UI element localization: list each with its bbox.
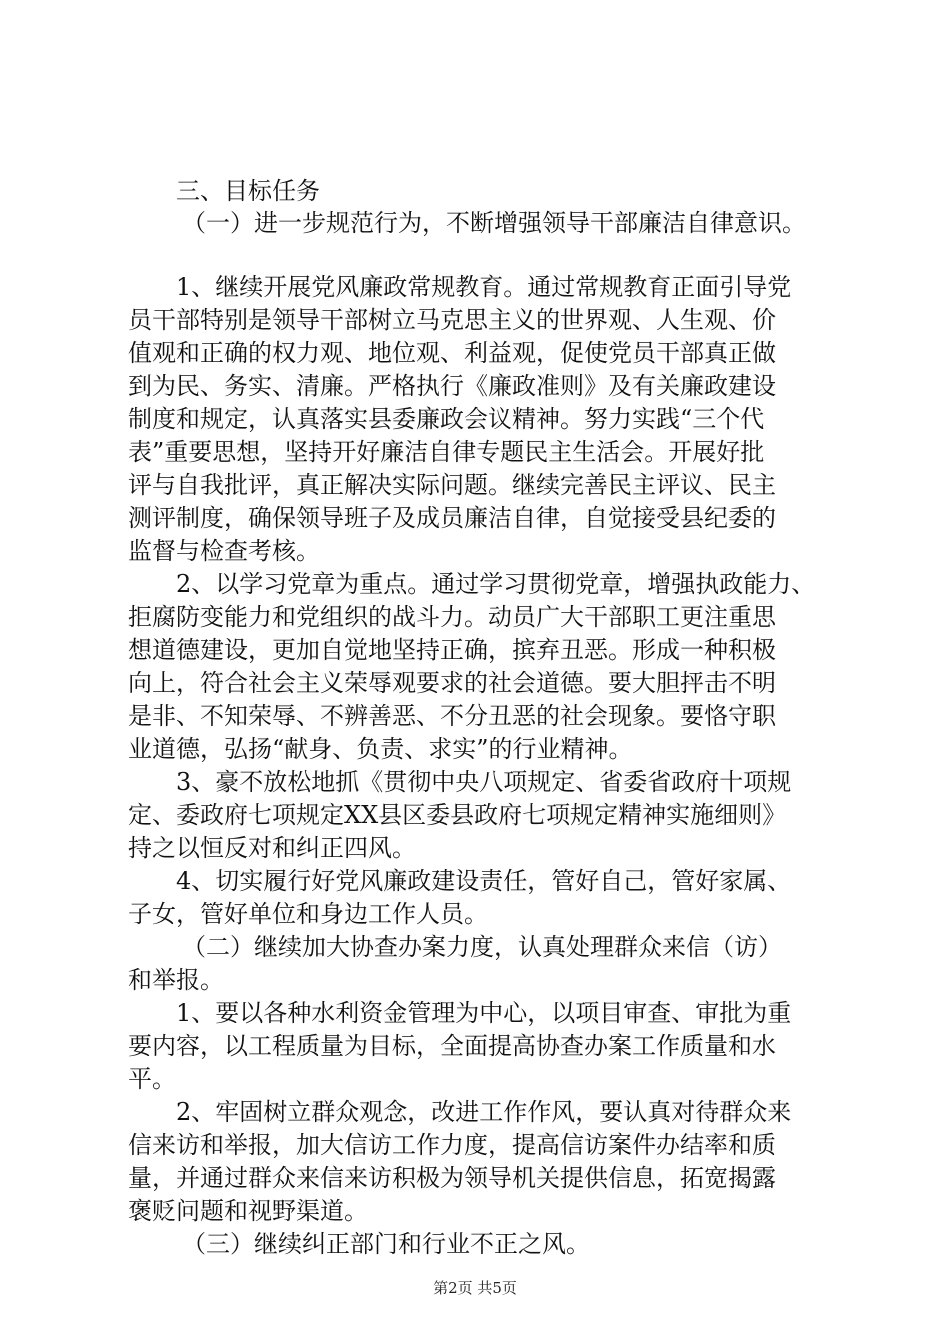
page-number-footer: 第2页 共5页 [433, 1279, 517, 1297]
document-page: 三、目标任务 （一）进一步规范行为，不断增强领导干部廉洁自律意识。 1、继续开展党风廉政常规教育。通过常规教育正面引导党 员干部特别是领导干部树立马克思主义的世界观、人生观、价 值观和正确的权力观、地位观、利益观，促使党员干部真正做 到为民、务实、清廉。严格执行《廉政准则》及有关廉政建设 制度和规定，认真落实县委廉政会议精神。努力实践“三个代 表”重要思想，坚持开好廉洁自律专题民主生活会。开展好批 评与自我批评，真正解决实际问题。继续完善民主评议、民主 测评制度，确保领导班子及成员廉洁自律，自觉接受县纪委的 监督与检查考核。 2、以学习党章为重点。通过学习贯彻党章，增强执政能力、 拒腐防变能力和党组织的战斗力。动员广大干部职工更注重思 想道德建设，更加自觉地坚持正确，摈弃丑恶。形成一种积极 向上，符合社会主义荣辱观要求的社会道德。要大胆抨击不明 是非、不知荣辱、不辨善恶、不分丑恶的社会现象。要恪守职 业道德，弘扬“献身、负责、求实”的行业精神。 3、豪不放松地抓《贯彻中央八项规定、省委省政府十项规 定、委政府七项规定XX县区委县政府七项规定精神实施细则》 持之以恒反对和纠正四风。 4、切实履行好党风廉政建设责任，管好自己，管好家属、 子女，管好单位和身边工作人员。 （二）继续加大协查办案力度，认真处理群众来信（访） 和举报。 1、要以各种水利资金管理为中心，以项目审查、审批为重 要内容，以工程质量为目标，全面提高协查办案工作质量和水 平。 2、牢固树立群众观念，改进工作作风，要认真对待群众来 信来访和举报，加大信访工作力度，提高信访案件办结率和质 量，并通过群众来信来访积极为领导机关提供信息，拓宽揭露 褒贬问题和视野渠道。 （三）继续纠正部门和行业不正之风。 第2页 共5页 [0, 0, 950, 1344]
